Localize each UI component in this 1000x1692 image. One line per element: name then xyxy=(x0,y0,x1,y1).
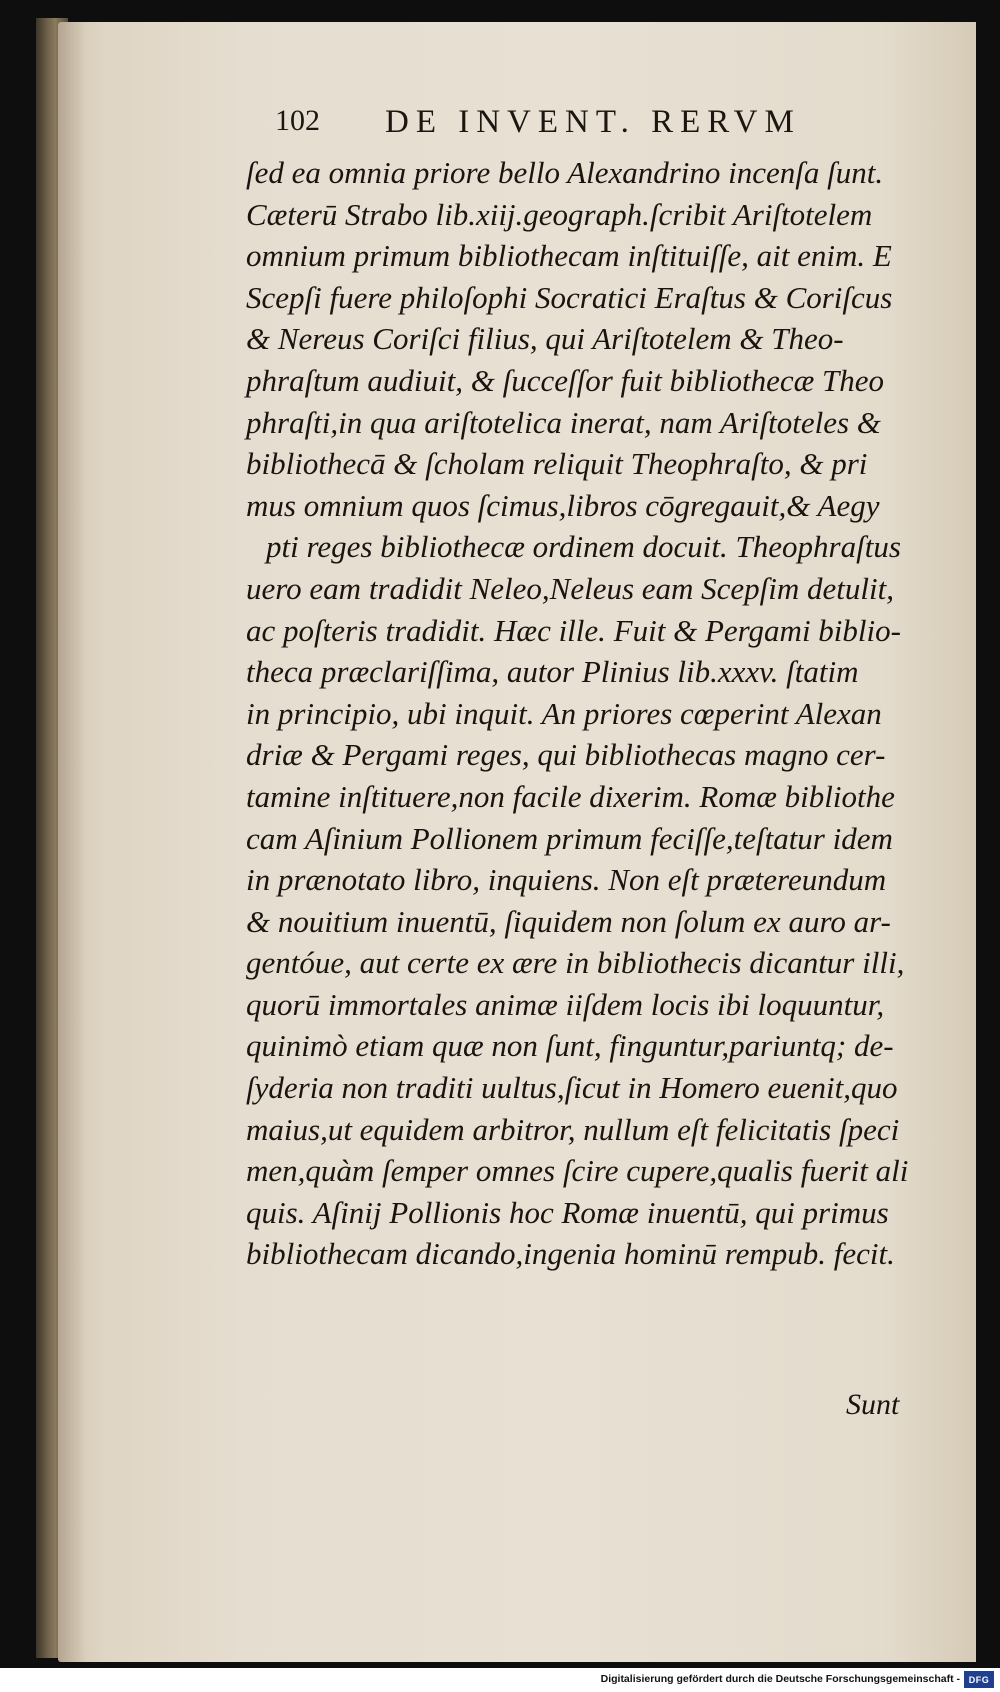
text-line: Scepſi fuere philoſophi Socratici Eraſtus & Coriſcus xyxy=(246,279,893,315)
text-line: ſyderia non traditi uultus,ſicut in Homero euenit,quo xyxy=(246,1070,898,1106)
body-text xyxy=(246,152,909,1275)
text-line: theca præclariſſima, autor Plinius lib.xxxv. ſtatim xyxy=(246,654,859,690)
text-line: gentóue, aut certe ex ære in bibliothecis dicantur illi, xyxy=(246,945,905,981)
catchword: Sunt xyxy=(846,1388,900,1421)
running-title: DE INVENT. RERVM xyxy=(385,104,801,140)
text-line: cam Aſinium Pollionem primum feciſſe,teſtatur idem xyxy=(246,820,893,856)
text-line: quis. Aſinij Pollionis hoc Romæ inuentū, qui primus xyxy=(246,1194,889,1230)
footer-bar xyxy=(0,1668,1000,1692)
text-line: tamine inſtituere,non facile dixerim. Romæ bibliothe xyxy=(246,778,895,814)
text-line: driæ & Pergami reges, qui bibliothecas magno cer- xyxy=(246,737,886,773)
text-line: phraſti,in qua ariſtotelica inerat, nam Ariſtoteles & xyxy=(246,404,881,440)
text-line: mus omnium quos ſcimus,libros cōgregauit,& Aegy xyxy=(246,487,880,523)
text-line: ſed ea omnia priore bello Alexandrino incenſa ſunt. xyxy=(246,155,884,190)
dfg-logo-icon: DFG xyxy=(964,1671,994,1688)
funding-credit: Digitalisierung gefördert durch die Deutsche Forschungsgemeinschaft - xyxy=(600,1673,960,1685)
page-number: 102 xyxy=(275,104,320,137)
text-line: quorū immortales animæ iiſdem locis ibi loquuntur, xyxy=(246,986,885,1022)
text-line: phraſtum audiuit, & ſucceſſor fuit bibliothecæ Theo xyxy=(246,362,885,398)
text-line: uero eam tradidit Neleo,Neleus eam Scepſim detulit, xyxy=(246,570,895,606)
text-line: bibliothecam dicando,ingenia hominū rempub. fecit. xyxy=(246,1236,895,1272)
running-head xyxy=(275,104,880,154)
text-line: & Nereus Coriſci filius, qui Ariſtotelem & Theo- xyxy=(246,321,844,357)
text-line: bibliothecā & ſcholam reliquit Theophraſto, & pri xyxy=(246,446,868,482)
text-line: Cæterū Strabo lib.xiij.geograph.ſcribit Ariſtotelem xyxy=(246,196,873,232)
text-line: quinimò etiam quæ non ſunt, finguntur,pariuntq; de- xyxy=(246,1028,894,1064)
text-line: ac poſteris tradidit. Hæc ille. Fuit & Pergami biblio- xyxy=(246,612,901,648)
text-line: men,quàm ſemper omnes ſcire cupere,qualis fuerit ali xyxy=(246,1153,909,1189)
text-line: in principio, ubi inquit. An priores cœperint Alexan xyxy=(246,695,882,731)
text-line: omnium primum bibliothecam inſtituiſſe, ait enim. E xyxy=(246,238,892,274)
text-line: maius,ut equidem arbitror, nullum eſt felicitatis ſpeci xyxy=(246,1111,900,1147)
text-line: pti reges bibliothecæ ordinem docuit. Theophraſtus xyxy=(266,529,901,565)
text-line: & nouitium inuentū, ſiquidem non ſolum ex auro ar- xyxy=(246,903,891,939)
text-line: in prænotato libro, inquiens. Non eſt prætereundum xyxy=(246,862,887,898)
